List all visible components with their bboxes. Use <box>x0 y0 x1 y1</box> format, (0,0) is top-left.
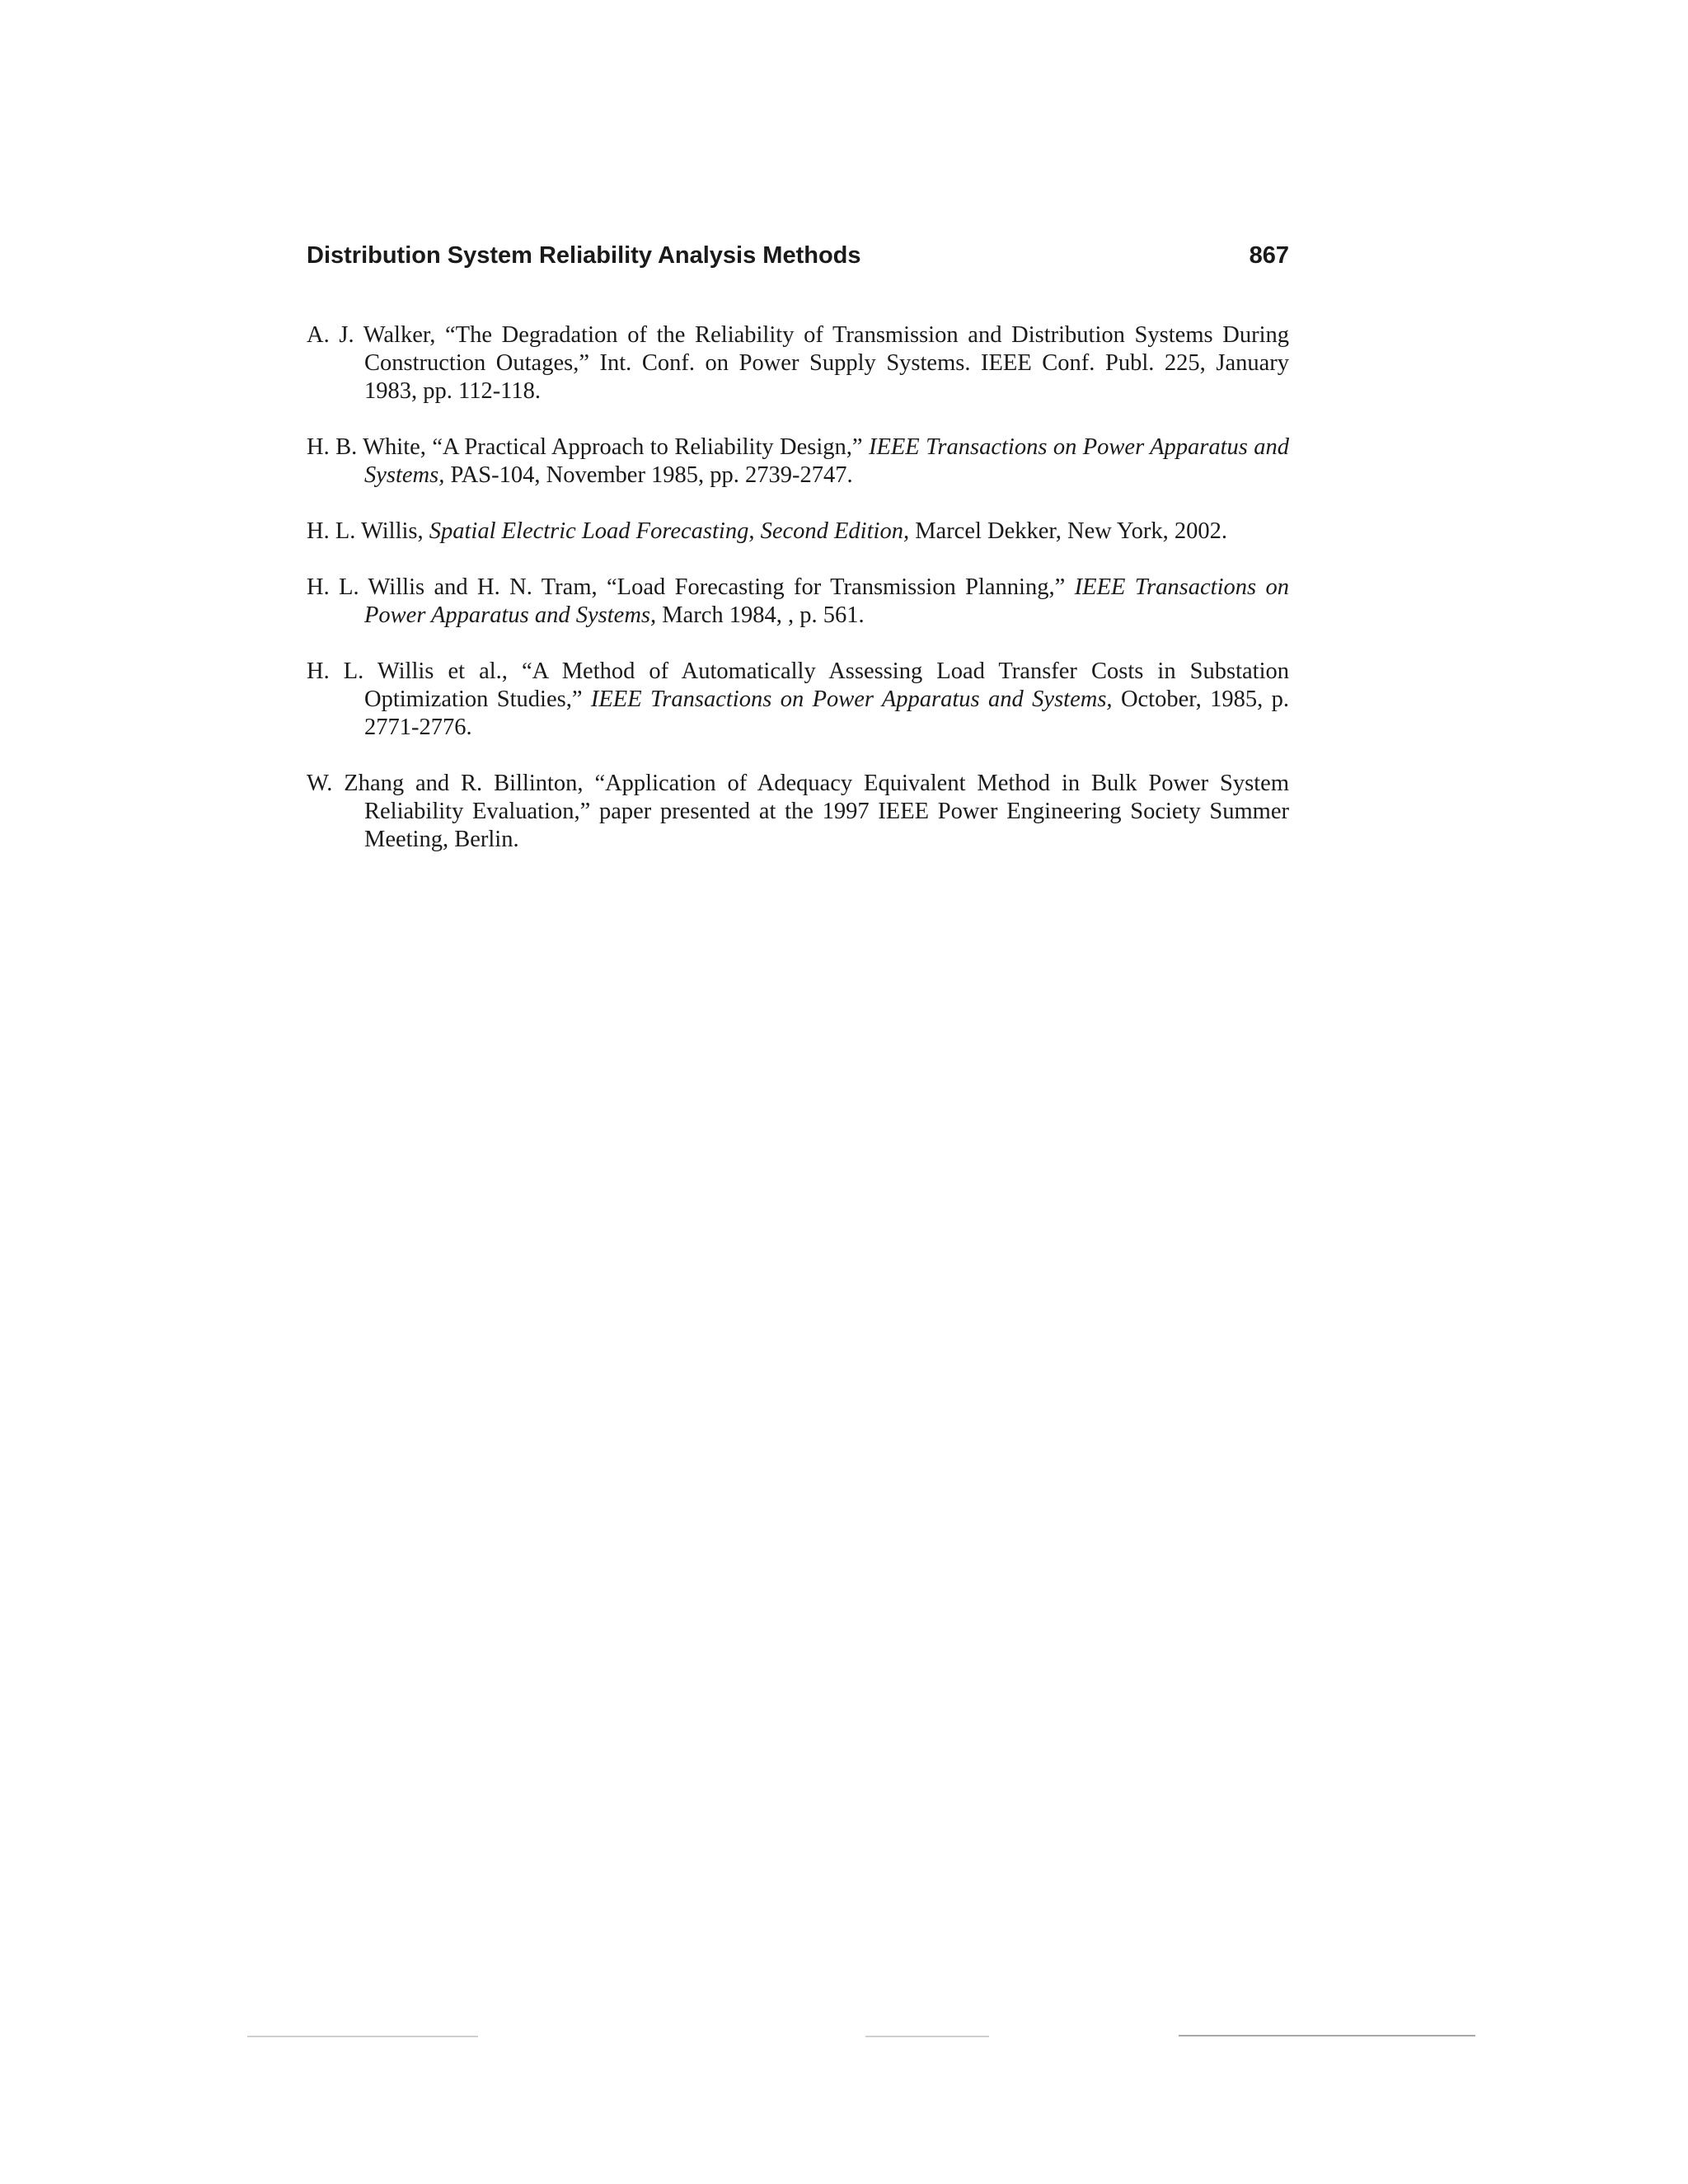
reference-item <box>307 574 1289 630</box>
reference-item <box>307 658 1289 742</box>
reference-item <box>307 321 1289 405</box>
reference-item <box>307 434 1289 490</box>
reference-journal: IEEE Transactions on Power Apparatus and Systems, <box>364 434 1289 488</box>
reference-book-title: Spatial Electric Load Forecasting, Second Edition, <box>429 518 910 544</box>
page-number: 867 <box>1249 242 1289 269</box>
reference-text: H. L. Willis et al., “A Method of Automatically Assessing Load Transfer Costs in Substation Optimization Studies,” <box>307 658 1289 712</box>
reference-text: H. B. White, “A Practical Approach to Reliability Design,” <box>307 434 869 460</box>
reference-text: PAS-104, November 1985, pp. 2739-2747. <box>444 462 853 488</box>
scan-artifact-line <box>1179 2035 1475 2036</box>
reference-text: W. Zhang and R. Billinton, “Application of Adequacy Equivalent Method in Bulk Power System Reliability Evaluation,” paper presented at the 1997 IEEE Power Engineering Society Summer Meeting, Berlin. <box>307 771 1289 852</box>
scan-artifact-line <box>865 2036 989 2037</box>
reference-item <box>307 518 1289 546</box>
reference-text: October, 1985, p. 2771-2776. <box>364 687 1290 740</box>
scan-artifact-line <box>247 2036 478 2037</box>
running-head-title: Distribution System Reliability Analysis Methods <box>307 242 861 269</box>
reference-text: H. L. Willis and H. N. Tram, “Load Forecasting for Transmission Planning,” <box>307 574 1075 600</box>
running-header <box>307 239 1289 272</box>
reference-text: A. J. Walker, “The Degradation of the Reliability of Transmission and Distribution Systems During Construction Outages,” Int. Conf. on Power Supply Systems. IEEE Conf. Publ. 225, January 1983, pp. 112-118. <box>307 322 1289 404</box>
reference-text: March 1984, , p. 561. <box>656 602 865 628</box>
reference-journal: IEEE Transactions on Power Apparatus and Systems, <box>590 687 1113 712</box>
reference-list <box>307 321 1289 882</box>
reference-text: H. L. Willis, <box>307 518 429 544</box>
reference-journal: IEEE Transactions on Power Apparatus and Systems, <box>364 574 1290 628</box>
reference-item <box>307 770 1289 854</box>
reference-text: Marcel Dekker, New York, 2002. <box>909 518 1227 544</box>
